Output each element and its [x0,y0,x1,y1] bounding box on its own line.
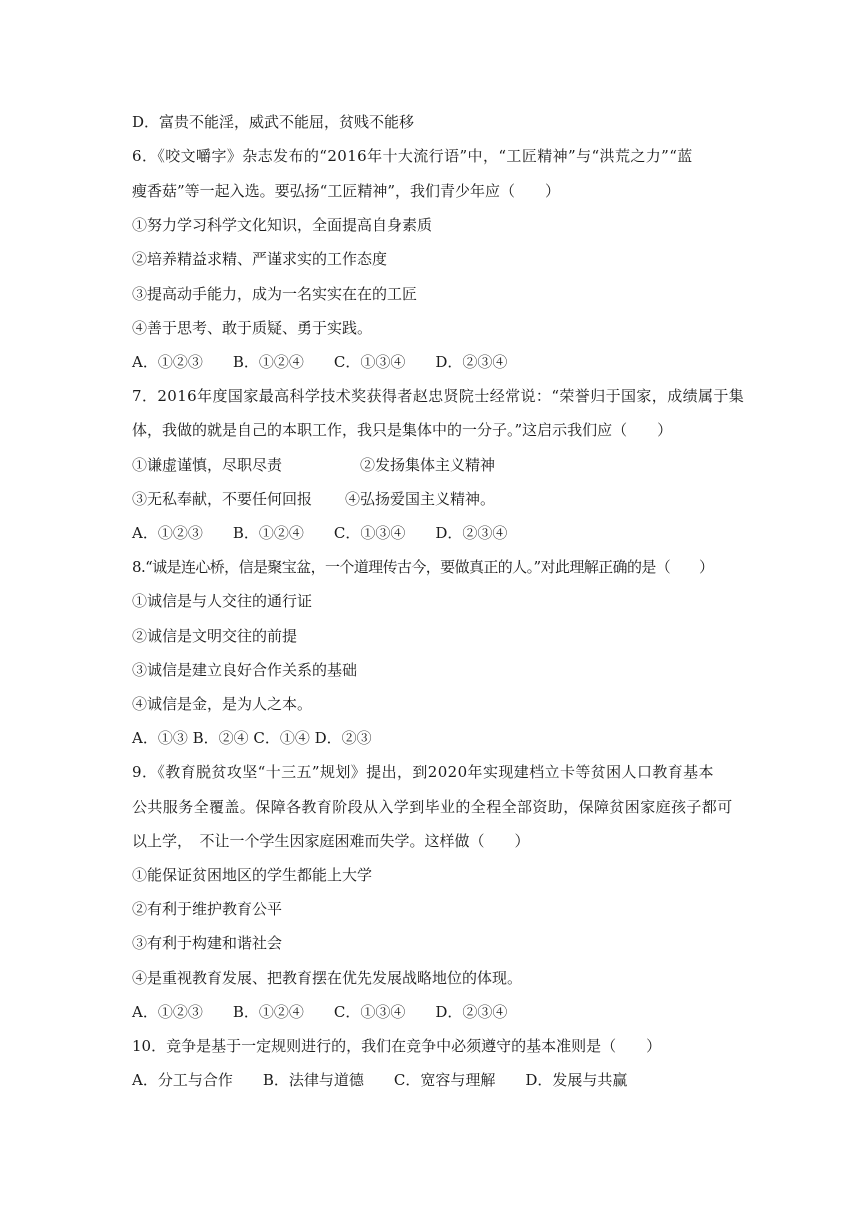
q6-statement-2: ②培养精益求精、严谨求实的工作态度 [132,250,388,268]
question-6-text-cont: 瘦香菇”等一起入选。要弘扬“工匠精神”，我们青少年应（ ） [132,182,561,200]
q7-statement-1: ①谦虚谨慎，尽职尽责 [132,456,283,474]
q7-statements-row-1 [132,455,742,475]
q9-statement-2: ②有利于维护教育公平 [132,900,283,918]
q6-statement-3: ③提高动手能力，成为一名实实在在的工匠 [132,285,418,303]
q8-statement-1: ①诚信是与人交往的通行证 [132,592,313,610]
q6-statement-1: ①努力学习科学文化知识，全面提高自身素质 [132,216,433,234]
question-9-text-cont-1: 公共服务全覆盖。保障各教育阶段从入学到毕业的全程全部资助，保障贫困家庭孩子都可 [132,798,733,816]
question-6-text: 6．《咬文嚼字》杂志发布的“2016年十大流行语”中，“工匠精神”与“洪荒之力”“蓝 [132,147,693,165]
q8-statement-4: ④诚信是金，是为人之本。 [132,695,313,713]
q7-statements-row-2 [132,489,742,509]
q7-statement-3: ③无私奉献，不要任何回报 [132,490,313,508]
q10-options: A．分工与合作 B．法律与道德 C．宽容与理解 D．发展与共赢 [132,1071,628,1089]
q7-options: A．①②③ B．①②④ C．①③④ D．②③④ [132,524,508,542]
q6-statement-4: ④善于思考、敢于质疑、勇于实践。 [132,319,373,337]
question-9-text-cont-2: 以上学， 不让一个学生因家庭困难而失学。这样做（ ） [132,832,530,850]
question-10-text: 10．竞争是基于一定规则进行的，我们在竞争中必须遵守的基本准则是（ ） [132,1037,662,1055]
q9-statement-4: ④是重视教育发展、把教育摆在优先发展战略地位的体现。 [132,969,523,987]
q9-statement-1: ①能保证贫困地区的学生都能上大学 [132,866,373,884]
q9-options: A．①②③ B．①②④ C．①③④ D．②③④ [132,1003,508,1021]
q6-options: A．①②③ B．①②④ C．①③④ D．②③④ [132,353,508,371]
q7-statement-4: ④弘扬爱国主义精神。 [345,490,496,508]
q8-statement-3: ③诚信是建立良好合作关系的基础 [132,661,358,679]
question-9-text: 9．《教育脱贫攻坚“十三五”规划》提出，到2020年实现建档立卡等贫困人口教育基本 [132,763,714,781]
option-line-q5d: D．富贵不能淫，威武不能屈，贫贱不能移 [132,113,415,131]
q8-statement-2: ②诚信是文明交往的前提 [132,627,298,645]
question-8-text: 8.“诚是连心桥，信是聚宝盆，一个道理传古今，要做真正的人。”对此理解正确的是（ ） [132,558,714,576]
question-7-text-cont: 体，我做的就是自己的本职工作，我只是集体中的一分子。”这启示我们应（ ） [132,421,673,439]
q8-options: A．①③ B．②④ C．①④ D．②③ [132,729,372,747]
question-7-text: 7．2016年度国家最高科学技术奖获得者赵忠贤院士经常说：“荣誉归于国家，成绩属于集 [132,387,745,405]
q7-statement-2: ②发扬集体主义精神 [360,456,496,474]
q9-statement-3: ③有利于构建和谐社会 [132,934,283,952]
